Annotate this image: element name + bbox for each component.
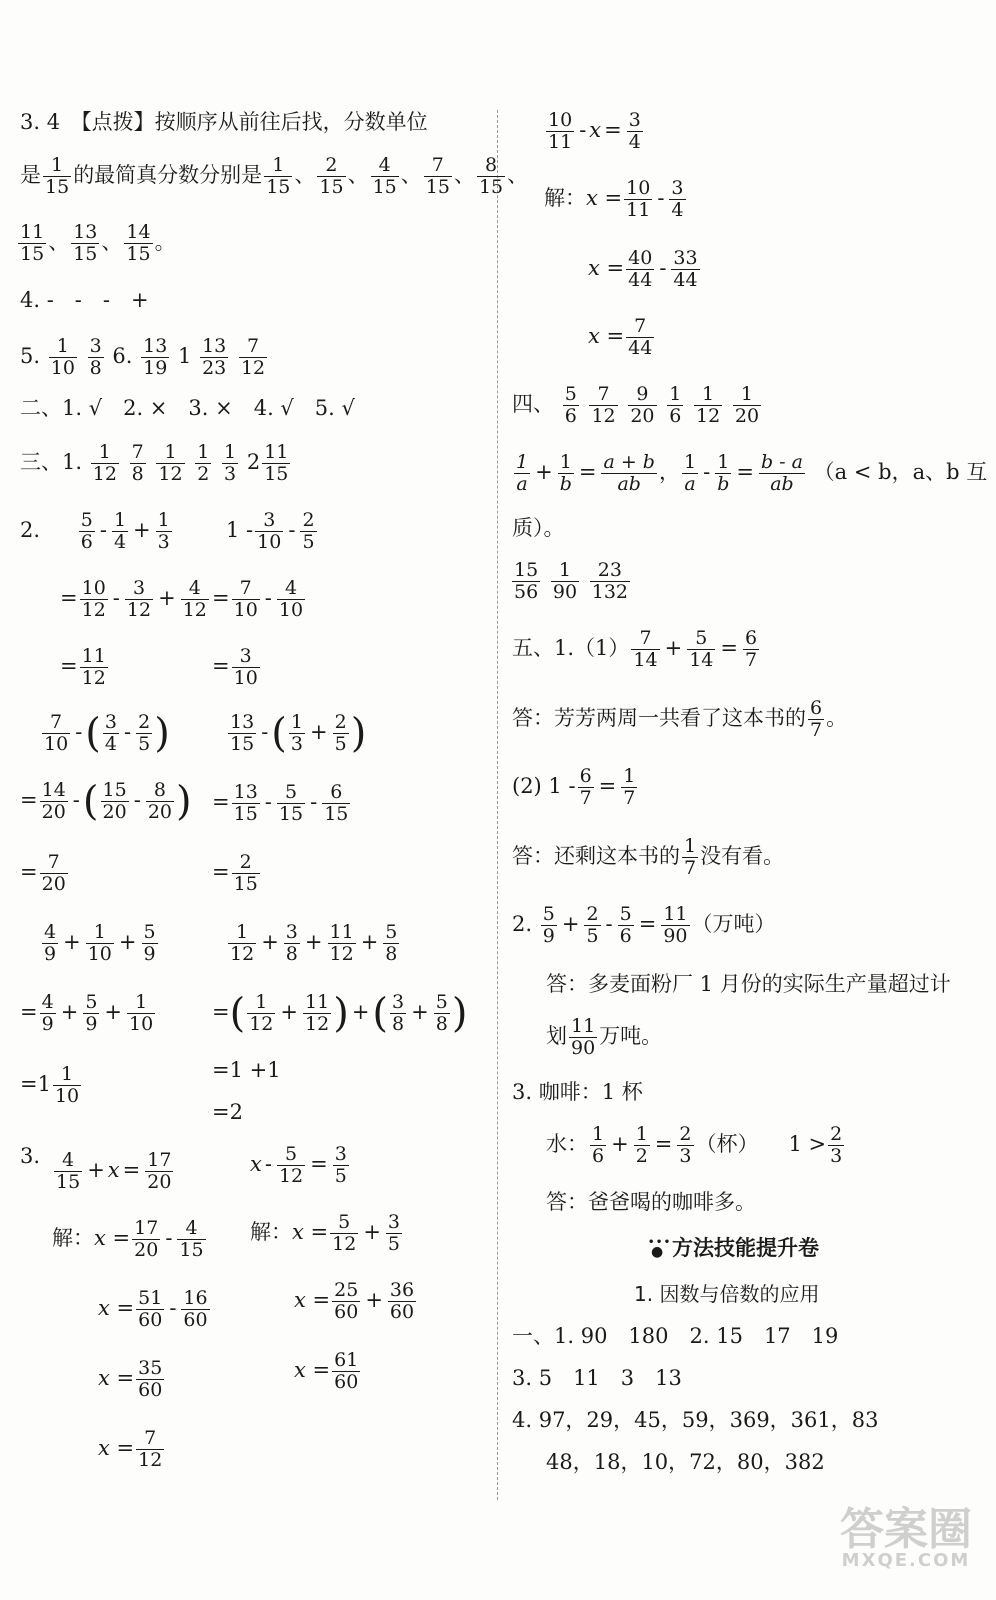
calc-f-1: $\frac{1}{12}$ + $\frac{3}{8}$ + $\frac{11}{12}$ + $\frac{5}{8}$ (230, 921, 398, 965)
si-extra: $\frac{15}{56}$ $\frac{1}{90}$ $\frac{23}{132}$ (514, 559, 629, 603)
result-line-4: 48，18，10，72，80，382 (546, 1450, 825, 1474)
answer-4: 答：爸爸喝的咖啡多。 (546, 1190, 756, 1214)
calc-b-2: = $\frac{7}{10}$ - $\frac{4}{10}$ (212, 577, 304, 621)
result-line-1: 一、1. 90 180 2. 15 17 19 (512, 1324, 839, 1348)
rule-line: $\frac{1}{a}$ + $\frac{1}{b}$ = $\frac{a + b}{ab}$ ， $\frac{1}{a}$ - $\frac{1}{b}$ = $\frac{b - a}{ab}$ （a < b，a、b 互 (516, 451, 988, 495)
calc-c-1: $\frac{7}{10}$ -( $\frac{3}{4}$ - $\frac{2}{5}$ ) (44, 710, 170, 757)
left-line-2: 是 $\frac{1}{15}$ 的最简真分数分别是 $\frac{1}{15}$ 、 $\frac{2}{15}$ 、 $\frac{4}{15}$ 、 $\frac{7}{15}$ 、 $\frac{8}{15}$ 、 (20, 154, 529, 198)
calc-f-2: =( $\frac{1}{12}$ + $\frac{11}{12}$ ) +( $\frac{3}{8}$ + $\frac{5}{8}$ ) (212, 990, 468, 1037)
left-line-3: $\frac{11}{15}$ 、 $\frac{13}{15}$ 、 $\frac{14}{15}$ 。 (20, 221, 176, 265)
section-heading: ● • • •方法技能提升卷 (648, 1238, 819, 1259)
calc-f-3: =1 +1 (212, 1058, 281, 1082)
calc-b-3: = $\frac{3}{10}$ (212, 645, 258, 689)
paw-icon (648, 1240, 666, 1258)
eq-g-1: $\frac{4}{15}$ + x = $\frac{17}{20}$ (56, 1149, 172, 1193)
answer-3: 答：多麦面粉厂 1 月份的实际生产量超过计 (546, 972, 951, 996)
water-line: 水： $\frac{1}{6}$ + $\frac{1}{2}$ = $\frac{2}{3}$ （杯） 1 > $\frac{2}{3}$ (546, 1123, 843, 1167)
calc-c-2: = $\frac{14}{20}$ -( $\frac{15}{20}$ - $\frac{8}{20}$ ) (20, 778, 192, 825)
eq-h-4: x = $\frac{61}{60}$ (294, 1349, 359, 1393)
calc-e-2: = $\frac{4}{9}$ + $\frac{5}{9}$ + $\frac{1}{10}$ (20, 991, 154, 1035)
eq-g-4: x = $\frac{35}{60}$ (98, 1357, 163, 1401)
eq-h-2: 解：x = $\frac{5}{12}$ + $\frac{3}{5}$ (250, 1211, 401, 1255)
fraction: $\frac{1}{15}$ (45, 154, 70, 198)
label-3: 3. (20, 1144, 41, 1168)
part-2: (2) 1 - $\frac{6}{7}$ = $\frac{1}{7}$ (512, 765, 636, 809)
answer-3b: 划 $\frac{11}{90}$ 万吨。 (546, 1015, 663, 1059)
eq-g-3: x = $\frac{51}{60}$ - $\frac{16}{60}$ (98, 1287, 208, 1331)
left-line-1: 3. 4 【点拨】按顺序从前往后找，分数单位 (20, 110, 428, 134)
calc-b-1: 1 - $\frac{3}{10}$ - $\frac{2}{5}$ (226, 509, 315, 553)
watermark-logo: 答案圈 MXQE.COM (840, 1504, 972, 1571)
calc-d-3: = $\frac{2}{15}$ (212, 851, 258, 895)
subsection-heading: 1. 因数与倍数的应用 (634, 1282, 820, 1306)
calc-a-3: = $\frac{11}{12}$ (60, 645, 106, 689)
column-divider (497, 110, 498, 1500)
calc-e-3: =1 $\frac{1}{10}$ (20, 1063, 80, 1107)
eq-i-2: 解：x = $\frac{10}{11}$ - $\frac{3}{4}$ (544, 177, 684, 221)
calc-a-2: = $\frac{10}{12}$ - $\frac{3}{12}$ + $\frac{4}{12}$ (60, 577, 207, 621)
calc-f-4: =2 (212, 1100, 243, 1124)
section-san: 三、1. $\frac{1}{12}$ $\frac{7}{8}$ $\frac{1}{12}$ $\frac{1}{2}$ $\frac{1}{3}$ 2 $\frac{11}{15}$ (20, 441, 289, 485)
q4-line: 4. - - - + (20, 288, 149, 312)
eq-i-3: x = $\frac{40}{44}$ - $\frac{33}{44}$ (588, 247, 698, 291)
section-er: 二、1. √ 2. × 3. × 4. √ 5. √ (20, 396, 355, 420)
section-si: 四、 $\frac{5}{6}$ $\frac{7}{12}$ $\frac{9}{20}$ $\frac{1}{6}$ $\frac{1}{12}$ $\frac{1}{20}$ (512, 383, 760, 427)
calc-d-1: $\frac{13}{15}$ -( $\frac{1}{3}$ + $\frac{2}{5}$ ) (230, 710, 367, 757)
eq-h-3: x = $\frac{25}{60}$ + $\frac{36}{60}$ (294, 1279, 415, 1323)
result-line-2: 3. 5 11 3 13 (512, 1366, 682, 1390)
calc-d-2: = $\frac{13}{15}$ - $\frac{5}{15}$ - $\frac{6}{15}$ (212, 781, 349, 825)
eq-i-4: x = $\frac{7}{44}$ (588, 315, 653, 359)
eq-h-1: x - $\frac{5}{12}$ = $\frac{3}{5}$ (250, 1143, 347, 1187)
eq-i-1: $\frac{10}{11}$ - x = $\frac{3}{4}$ (548, 109, 641, 153)
q3-line: 3. 咖啡：1 杯 (512, 1080, 643, 1104)
calc-a-1: 2. $\frac{5}{6}$ - $\frac{1}{4}$ + $\frac{1}{3}$ (20, 509, 170, 553)
result-line-3: 4. 97，29，45，59，369，361，83 (512, 1408, 879, 1432)
answer-2: 答：还剩这本书的 $\frac{1}{7}$ 没有看。 (512, 835, 785, 879)
answer-1: 答：芳芳两周一共看了这本书的 $\frac{6}{7}$ 。 (512, 697, 848, 741)
q5-q6-line: 5. $\frac{1}{10}$ $\frac{3}{8}$ 6. $\frac{13}{19}$ 1 $\frac{13}{23}$ $\frac{7}{12}$ (20, 335, 266, 379)
eq-g-2: 解：x = $\frac{17}{20}$ - $\frac{4}{15}$ (52, 1217, 204, 1261)
calc-c-3: = $\frac{7}{20}$ (20, 851, 66, 895)
eq-g-5: x = $\frac{7}{12}$ (98, 1427, 163, 1471)
section-wu: 五、1.（1） $\frac{7}{14}$ + $\frac{5}{14}$ = $\frac{6}{7}$ (512, 627, 758, 671)
rule-tail: 质）。 (512, 516, 565, 540)
q2-line: 2. $\frac{5}{9}$ + $\frac{2}{5}$ - $\frac{5}{6}$ = $\frac{11}{90}$ （万吨） (512, 903, 776, 947)
calc-e-1: $\frac{4}{9}$ + $\frac{1}{10}$ + $\frac{5}{9}$ (44, 921, 156, 965)
